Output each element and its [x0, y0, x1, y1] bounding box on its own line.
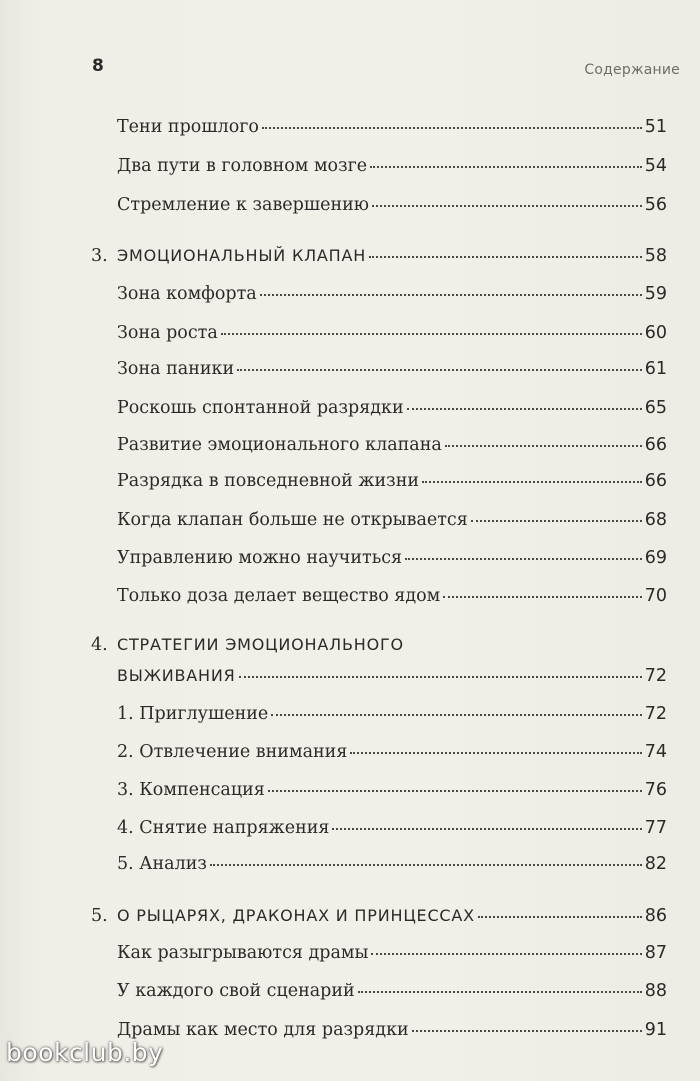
- toc-entry-page: 76: [644, 780, 667, 800]
- toc-entry-page: 66: [644, 435, 667, 455]
- toc-entry-title: Два пути в головном мозге: [117, 156, 368, 176]
- toc-entry-page: 65: [644, 398, 667, 418]
- toc-entry: [117, 155, 667, 177]
- toc-entry: [117, 853, 667, 875]
- dot-leader: [370, 166, 642, 168]
- toc-entry: [117, 585, 667, 607]
- toc-entry-title: Когда клапан больше не открывается: [117, 510, 468, 530]
- toc-entry: [117, 779, 667, 801]
- toc-entry: [117, 116, 667, 138]
- dot-leader: [445, 445, 642, 447]
- toc-entry: [117, 322, 667, 344]
- toc-entry-page: 59: [644, 284, 667, 304]
- toc-entry-title: 3. Компенсация: [117, 780, 265, 800]
- chapter-number: 5.: [91, 906, 108, 926]
- dot-leader: [412, 1030, 642, 1032]
- toc-entry: [117, 283, 667, 305]
- toc-entry: [117, 470, 667, 492]
- toc-entry-page: 87: [644, 943, 667, 963]
- toc-entry-title: Зона роста: [117, 323, 218, 343]
- toc-entry-title: Управлению можно научиться: [117, 548, 403, 568]
- toc-entry-page: 70: [644, 586, 667, 606]
- bookclub-watermark: bookclub.by: [6, 1038, 164, 1067]
- toc-entry-title: У каждого свой сценарий: [117, 981, 355, 1001]
- dot-leader: [221, 333, 642, 335]
- toc-entry: [117, 509, 667, 531]
- toc-entry-page: 88: [644, 981, 667, 1001]
- toc-entry-title: 4. Снятие напряжения: [117, 818, 330, 838]
- toc-entry-page: 61: [644, 359, 667, 379]
- dot-leader: [260, 294, 642, 296]
- dot-leader: [372, 205, 642, 207]
- dot-leader: [369, 256, 642, 258]
- toc-entry: [117, 1019, 667, 1041]
- chapter-page: 72: [644, 666, 667, 686]
- dot-leader: [478, 916, 642, 918]
- toc-entry-title: Разрядка в повседневной жизни: [117, 471, 420, 491]
- toc-entry-page: 51: [644, 117, 667, 137]
- dot-leader: [210, 864, 642, 866]
- toc-entry-title: Стремление к завершению: [117, 195, 370, 215]
- toc-entry-page: 60: [644, 323, 667, 343]
- toc-entry-page: 82: [644, 854, 667, 874]
- chapter-number: 3.: [91, 246, 108, 266]
- page-number: 8: [92, 56, 104, 76]
- toc-entry-page: 91: [644, 1020, 667, 1040]
- toc-entry-title: Драмы как место для разрядки: [117, 1020, 409, 1040]
- toc-entry-page: 77: [644, 818, 667, 838]
- toc-entry-title: Зона комфорта: [117, 284, 257, 304]
- toc-entry-title: Развитие эмоционального клапана: [117, 435, 442, 455]
- toc-entry-page: 68: [644, 510, 667, 530]
- dot-leader: [350, 752, 641, 754]
- toc-entry-page: 66: [644, 471, 667, 491]
- toc-entry-title: 2. Отвлечение внимания: [117, 742, 348, 762]
- toc-entry: [117, 980, 667, 1002]
- dot-leader: [443, 596, 641, 598]
- chapter-heading: [117, 665, 667, 687]
- toc-entry-title: Тени прошлого: [117, 117, 259, 137]
- toc-entry: [117, 547, 667, 569]
- toc-entry-title: 1. Приглушение: [117, 704, 269, 724]
- chapter-heading: [117, 905, 667, 927]
- toc-entry: [117, 741, 667, 763]
- toc-entry-page: 54: [644, 156, 667, 176]
- toc-entry-page: 74: [644, 742, 667, 762]
- toc-entry-page: 56: [644, 195, 667, 215]
- chapter-title: О РЫЦАРЯХ, ДРАКОНАХ И ПРИНЦЕССАХ: [117, 906, 475, 925]
- running-header: Содержание: [584, 62, 680, 78]
- toc-entry: [117, 194, 667, 216]
- dot-leader: [237, 369, 642, 371]
- toc-entry-title: Роскошь спонтанной разрядки: [117, 398, 404, 418]
- chapter-title: ЭМОЦИОНАЛЬНЫЙ КЛАПАН: [117, 246, 367, 265]
- chapter-page: 58: [644, 246, 667, 266]
- toc-entry: [117, 703, 667, 725]
- toc-entry: [117, 434, 667, 456]
- chapter-page: 86: [644, 906, 667, 926]
- dot-leader: [471, 520, 642, 522]
- toc-entry: [117, 817, 667, 839]
- dot-leader: [332, 828, 641, 830]
- toc-entry: [117, 397, 667, 419]
- toc-entry-page: 72: [644, 704, 667, 724]
- toc-entry-title: 5. Анализ: [117, 854, 207, 874]
- toc-entry: [117, 358, 667, 380]
- dot-leader: [268, 790, 642, 792]
- toc-entry-page: 69: [644, 548, 667, 568]
- toc-entry-title: Как разыгрываются драмы: [117, 943, 369, 963]
- dot-leader: [239, 676, 642, 678]
- dot-leader: [405, 558, 642, 560]
- dot-leader: [371, 953, 641, 955]
- dot-leader: [358, 991, 642, 993]
- dot-leader: [262, 127, 642, 129]
- dot-leader: [422, 481, 642, 483]
- chapter-number: 4.: [91, 635, 108, 655]
- toc-entry-title: Зона паники: [117, 359, 235, 379]
- dot-leader: [271, 714, 641, 716]
- dot-leader: [407, 408, 642, 410]
- chapter-heading: [117, 245, 667, 267]
- chapter-title-line1: СТРАТЕГИИ ЭМОЦИОНАЛЬНОГО: [117, 635, 404, 654]
- toc-entry-title: Только доза делает вещество ядом: [117, 586, 441, 606]
- chapter-title-line2: ВЫЖИВАНИЯ: [117, 666, 236, 685]
- toc-entry: [117, 942, 667, 964]
